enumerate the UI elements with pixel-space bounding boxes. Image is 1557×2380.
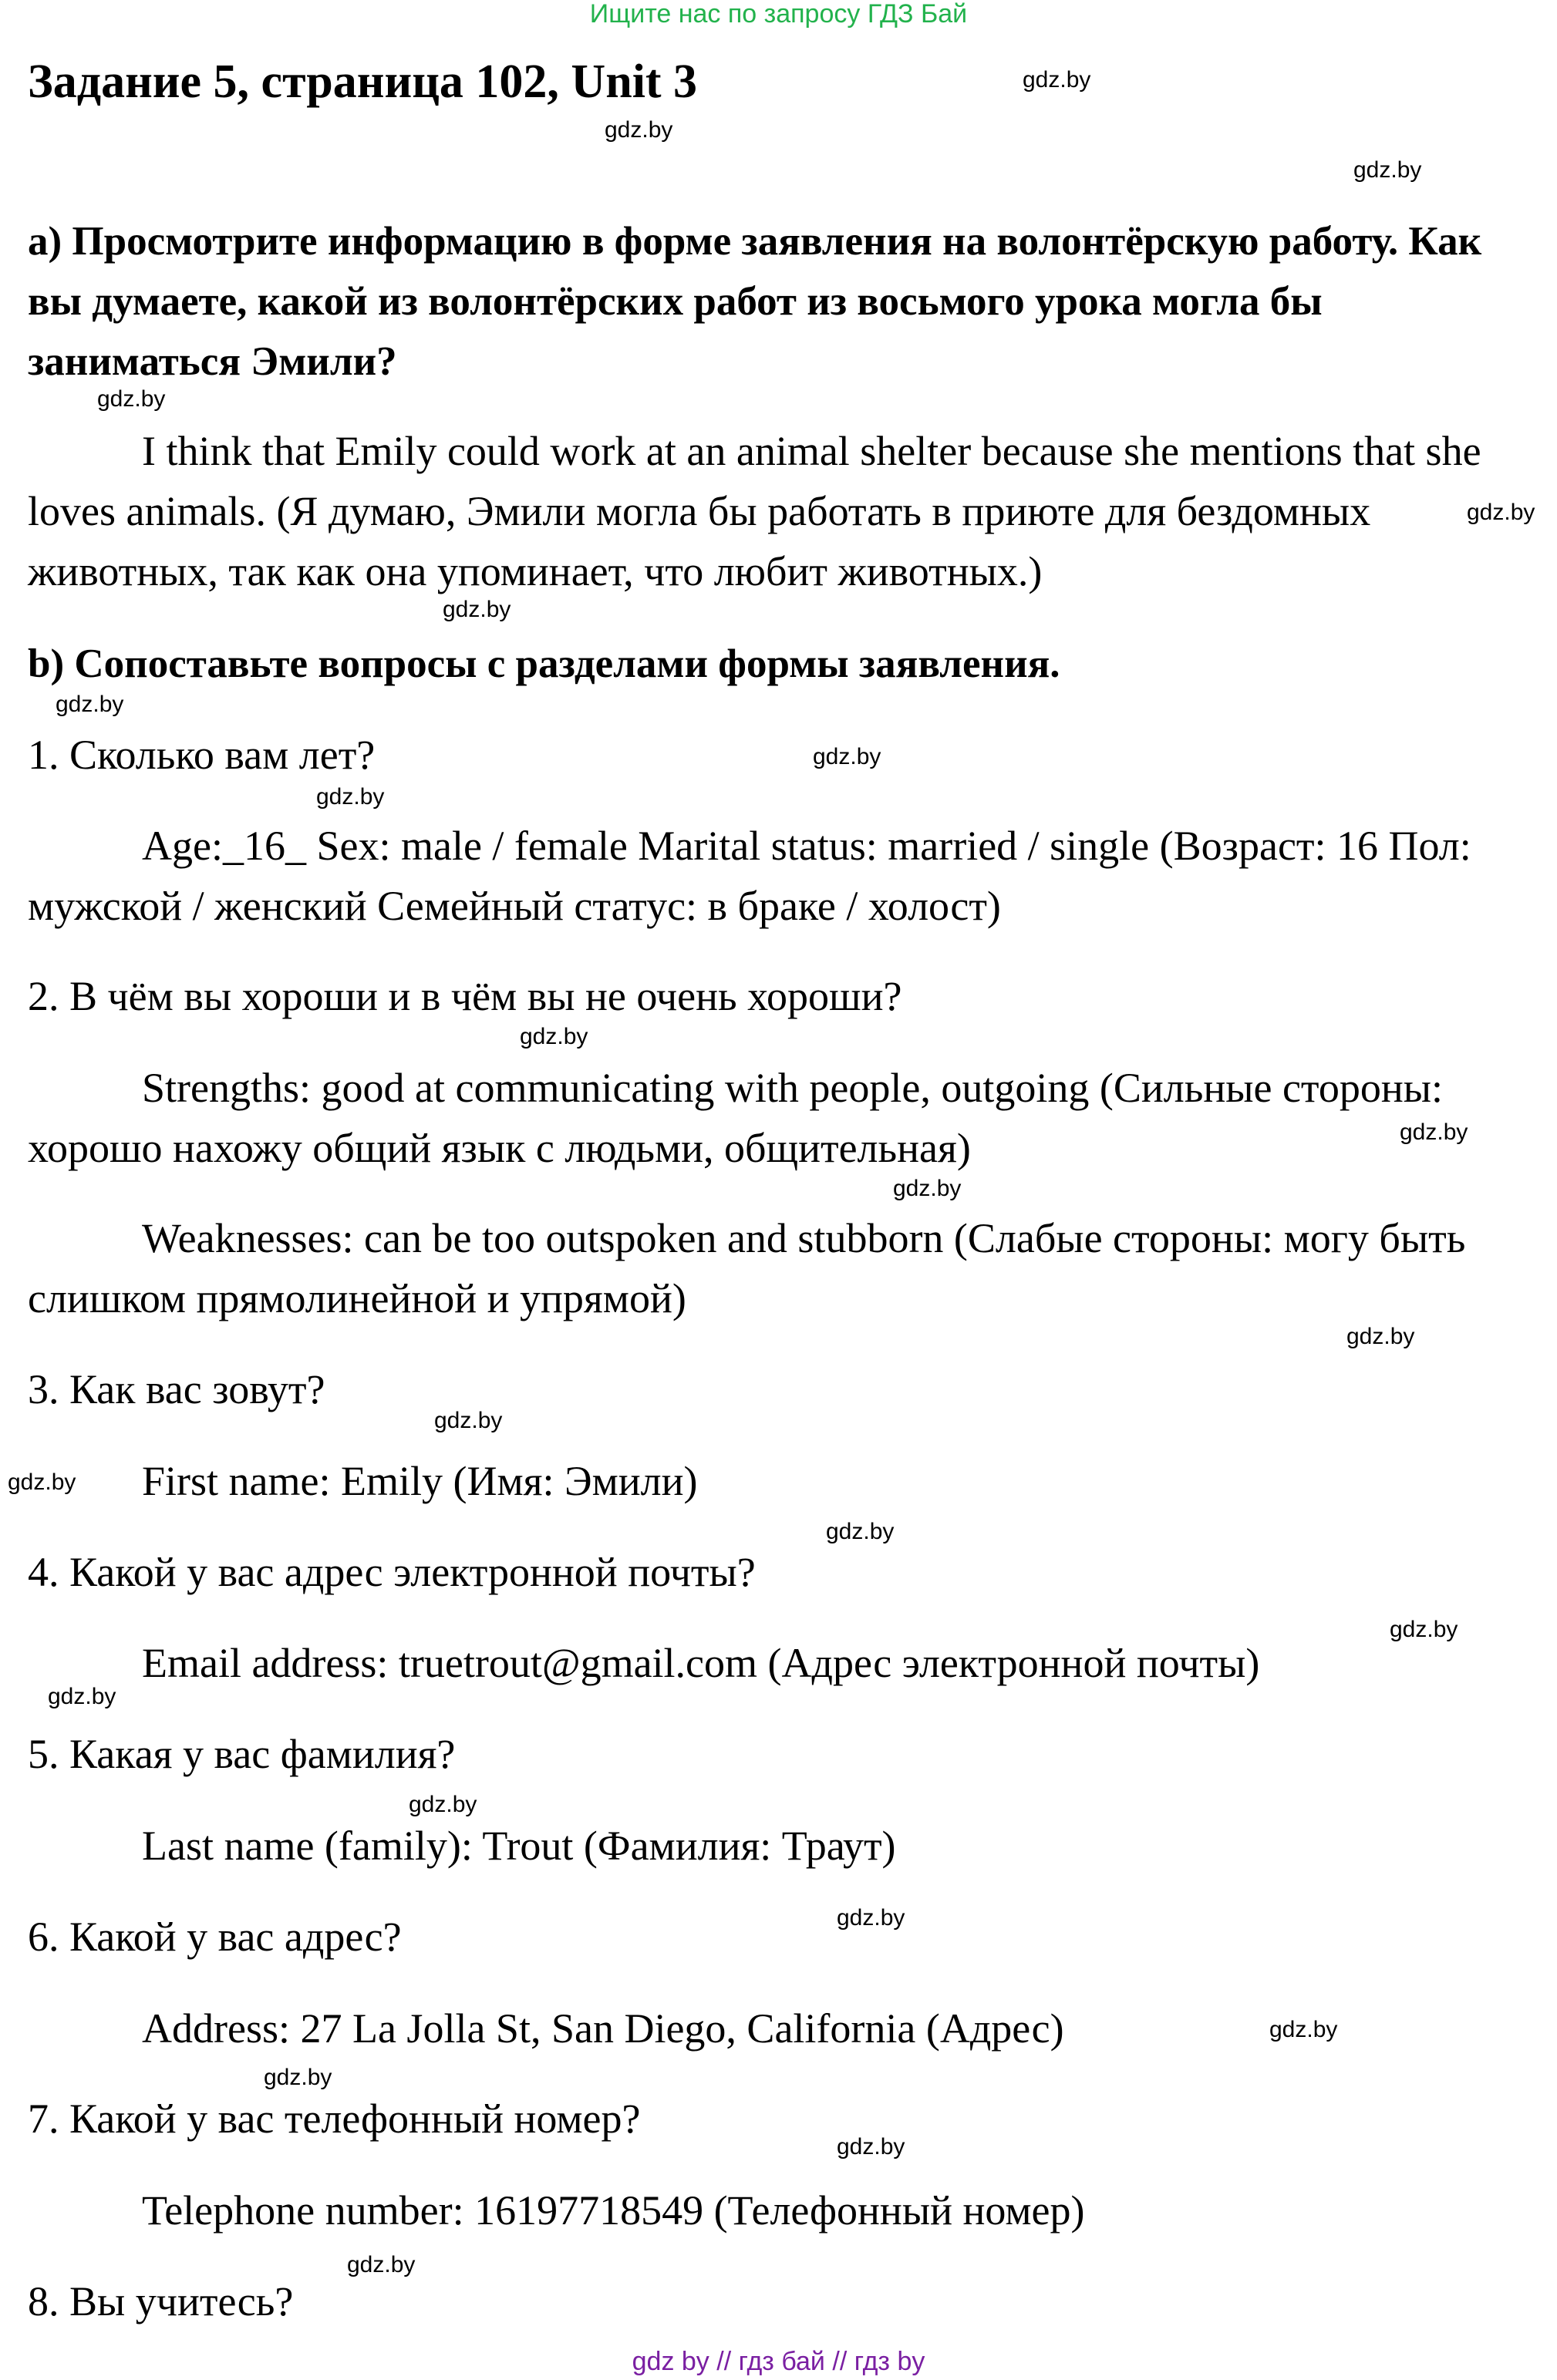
question-5: 5. Какая у вас фамилия?: [28, 1731, 456, 1777]
answer-1: Age:_16_ Sex: male / female Marital status: married / single (Возраст: 16 Пол: мужской / женский Семейный статус: в браке / холост): [28, 823, 1471, 929]
watermark: gdz.by: [1269, 2017, 1338, 2042]
watermark: gdz.by: [813, 744, 881, 769]
question-6: 6. Какой у вас адрес?: [28, 1914, 402, 1960]
watermark: gdz.by: [264, 2065, 332, 2090]
watermark: gdz.by: [520, 1024, 588, 1049]
watermark: gdz.by: [1467, 500, 1535, 525]
task-a-question: a) Просмотрите информацию в форме заявления на волонтёрскую работу. Как вы думаете, какой из волонтёрских работ из восьмого урока могла бы заниматься Эмили?: [28, 219, 1482, 384]
question-3: 3. Как вас зовут?: [28, 1366, 325, 1412]
answer-4: Email address: truetrout@gmail.com (Адрес электронной почты): [142, 1640, 1260, 1686]
watermark: gdz.by: [837, 1905, 905, 1931]
watermark: gdz.by: [443, 597, 511, 622]
answer-3: First name: Emily (Имя: Эмили): [142, 1458, 698, 1504]
search-banner[interactable]: Ищите нас по запросу ГДЗ Бай: [589, 0, 968, 29]
watermark: gdz.by: [97, 386, 166, 412]
watermark: gdz.by: [826, 1519, 895, 1544]
answer-2-strengths: Strengths: good at communicating with people, outgoing (Сильные стороны: хорошо нахожу общий язык с людьми, общительная): [28, 1065, 1443, 1171]
watermark: gdz.by: [1390, 1617, 1458, 1642]
answer-6: Address: 27 La Jolla St, San Diego, California (Адрес): [142, 2005, 1064, 2052]
watermark: gdz.by: [409, 1792, 477, 1817]
watermark: gdz.by: [893, 1176, 962, 1201]
question-8: 8. Вы учитесь?: [28, 2278, 294, 2324]
answer-2-weaknesses: Weaknesses: can be too outspoken and stubborn (Слабые стороны: могу быть слишком прямолинейной и упрямой): [28, 1215, 1466, 1321]
question-1: 1. Сколько вам лет?: [28, 732, 376, 778]
watermark: gdz.by: [1353, 157, 1422, 183]
watermark: gdz.by: [1400, 1119, 1468, 1145]
page-title: Задание 5, страница 102, Unit 3: [28, 56, 698, 108]
watermark: gdz.by: [56, 692, 124, 717]
watermark: gdz.by: [316, 784, 385, 810]
task-a-answer: I think that Emily could work at an animal shelter because she mentions that she loves animals. (Я думаю, Эмили могла бы работать в приюте для бездомных животных, так как она упоминает, что любит животных.): [28, 428, 1481, 594]
task-b-question: b) Сопоставьте вопросы с разделами формы заявления.: [28, 641, 1060, 686]
watermark: gdz.by: [48, 1684, 116, 1709]
answer-5: Last name (family): Trout (Фамилия: Траут): [142, 1823, 896, 1869]
question-4: 4. Какой у вас адрес электронной почты?: [28, 1549, 756, 1595]
watermark: gdz.by: [434, 1408, 503, 1433]
watermark: gdz.by: [347, 2252, 416, 2277]
answer-7: Telephone number: 16197718549 (Телефонный номер): [142, 2187, 1085, 2234]
watermark: gdz.by: [1346, 1324, 1415, 1349]
watermark: gdz.by: [1023, 67, 1091, 93]
watermark: gdz.by: [837, 2134, 905, 2160]
watermark: gdz.by: [8, 1469, 76, 1495]
footer-links[interactable]: gdz by // гдз бай // гдз by: [632, 2347, 925, 2376]
question-2: 2. В чём вы хороши и в чём вы не очень хороши?: [28, 973, 902, 1019]
question-7: 7. Какой у вас телефонный номер?: [28, 2096, 641, 2142]
watermark: gdz.by: [605, 117, 673, 143]
